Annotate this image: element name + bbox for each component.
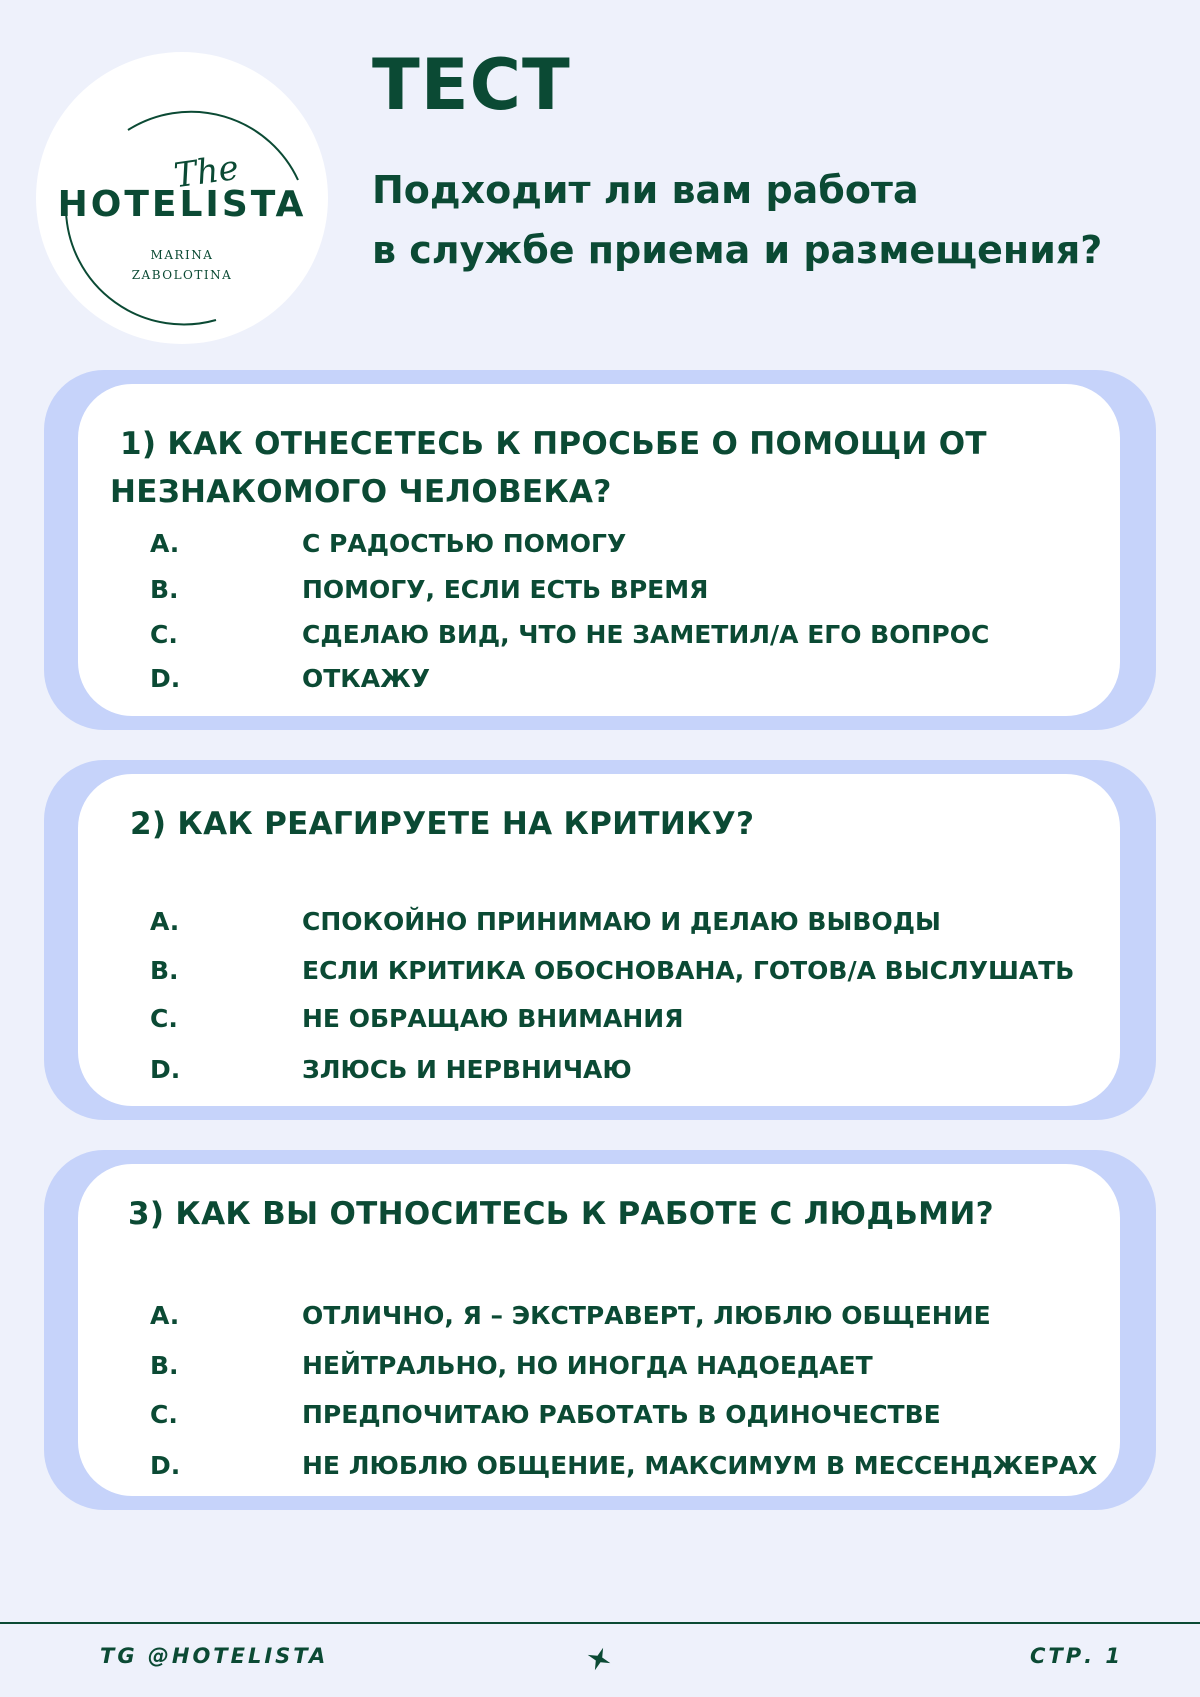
option-text: СДЕЛАЮ ВИД, ЧТО НЕ ЗАМЕТИЛ/А ЕГО ВОПРОС [302,620,990,649]
page-subtitle [372,160,1102,280]
option-text: НЕ ОБРАЩАЮ ВНИМАНИЯ [302,1004,684,1033]
option-text: НЕ ЛЮБЛЮ ОБЩЕНИЕ, МАКСИМУМ В МЕССЕНДЖЕРАХ [302,1451,1098,1480]
footer-telegram-handle[interactable]: TG @HOTELISTA [100,1644,329,1668]
question-card-2 [44,760,1156,1120]
question-card-3-inner [78,1164,1120,1496]
option-letter: C. [150,620,178,649]
question-1-text [110,420,987,516]
question-3-text: 3) КАК ВЫ ОТНОСИТЕСЬ К РАБОТЕ С ЛЮДЬМИ? [128,1196,994,1232]
logo [36,52,328,344]
option-letter: D. [150,1055,181,1084]
subtitle-line-1: Подходит ли вам работа [372,168,919,212]
four-point-star-icon [586,1646,612,1676]
option-text: ЗЛЮСЬ И НЕРВНИЧАЮ [302,1055,632,1084]
logo-script: The [171,147,242,197]
logo-name: HOTELISTA [57,184,307,225]
option-text: ОТКАЖУ [302,664,430,693]
question-card-2-inner [78,774,1120,1106]
footer-divider [0,1622,1200,1624]
option-text: С РАДОСТЬЮ ПОМОГУ [302,529,627,558]
question-1-line-1: 1) КАК ОТНЕСЕТЕСЬ К ПРОСЬБЕ О ПОМОЩИ ОТ [120,426,987,462]
option-letter: B. [150,956,179,985]
question-card-1-inner [78,384,1120,716]
option-text: СПОКОЙНО ПРИНИМАЮ И ДЕЛАЮ ВЫВОДЫ [302,907,941,936]
option-text: ОТЛИЧНО, Я – ЭКСТРАВЕРТ, ЛЮБЛЮ ОБЩЕНИЕ [302,1301,991,1330]
question-card-3 [44,1150,1156,1510]
option-letter: A. [150,529,180,558]
option-text: ЕСЛИ КРИТИКА ОБОСНОВАНА, ГОТОВ/А ВЫСЛУШАТЬ [302,956,1075,985]
page-title: ТЕСТ [372,44,571,126]
option-letter: D. [150,664,181,693]
logo-author-last: ZABOLOTINA [131,268,233,282]
option-letter: A. [150,1301,180,1330]
logo-author-first: MARINA [150,248,214,262]
option-text: ПРЕДПОЧИТАЮ РАБОТАТЬ В ОДИНОЧЕСТВЕ [302,1400,941,1429]
question-card-1 [44,370,1156,730]
option-letter: C. [150,1400,178,1429]
subtitle-line-2: в службе приема и размещения? [372,228,1103,272]
question-1-line-2: НЕЗНАКОМОГО ЧЕЛОВЕКА? [110,474,612,510]
option-letter: A. [150,907,180,936]
option-letter: C. [150,1004,178,1033]
option-letter: B. [150,1351,179,1380]
option-text: ПОМОГУ, ЕСЛИ ЕСТЬ ВРЕМЯ [302,575,709,604]
footer-page-number: СТР. 1 [1030,1644,1124,1668]
option-text: НЕЙТРАЛЬНО, НО ИНОГДА НАДОЕДАЕТ [302,1351,873,1380]
option-letter: B. [150,575,179,604]
question-2-text: 2) КАК РЕАГИРУЕТЕ НА КРИТИКУ? [130,806,755,842]
option-letter: D. [150,1451,181,1480]
